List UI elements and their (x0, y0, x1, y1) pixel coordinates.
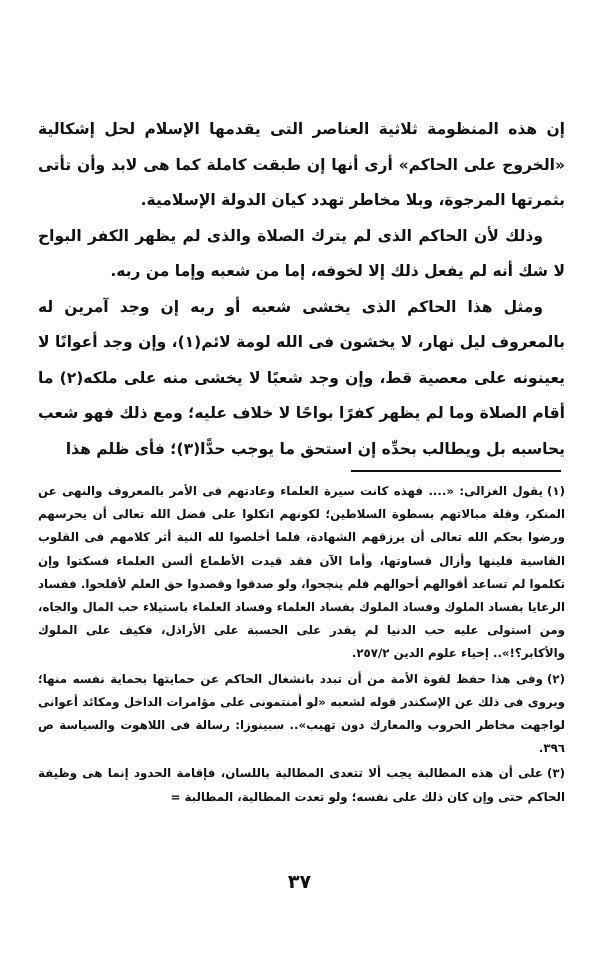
footnote-number: (١) (546, 484, 565, 498)
paragraph-3: ومثل هذا الحاكم الذى يخشى شعبه أو ربه إن وجد آمرين له بالمعروف ليل نهار، لا يخشون فى الله لومة لائم(١)، وإن وجد أعوانًا لا يعينونه على معصية قط، وإن وجد شعبًا لا يخشى منه على ملكه(٢) ما أقام الصلاة وما لم يظهر كفرًا بواحًا لا خلاف عليه؛ ومع ذلك فهو شعب يحاسبه بل ويطالب بحدِّه إن استحق ما يوجب حدًّا(٣)؛ فأى ظلم هذا (38, 297, 566, 458)
footnote-number: (٢) (546, 671, 565, 686)
page-number: ٣٧ (287, 871, 312, 893)
footnote-number: (٣) (546, 766, 565, 781)
footnote-2 (38, 668, 565, 761)
footnote-text: على أن هذه المطالبة يجب ألا تتعدى المطالبة باللسان، فإقامة الحدود إنما هى وظيفة الحاكم حتى وإن كان ذلك على نفسه؛ ولو تعدت المطالبة، المطالبة = (38, 766, 565, 804)
footnote-text: يقول الغزالى: «.... فهذه كانت سيرة العلماء وعادتهم فى الأمر بالمعروف والنهى عن المنكر، وقلة مبالاتهم بسطوة السلاطين؛ لكونهم اتكلوا على فضل الله تعالى أن يحرسهم ورضوا بحكم الله تعالى أن يرزقهم الشهادة، فلما أخلصوا لله النية أثر كلامهم فى القلوب القاسية فلينها وأزال قساوتها، وأما الآن فقد قيدت الأطماع ألسن العلماء فسكتوا وإن تكلموا لم تساعد أقوالهم أحوالهم فلم ينجحوا، ولو صدقوا وقصدوا حق العلم لأفلحوا. ففساد الرعايا بفساد الملوك وفساد الملوك بفساد العلماء وفساد العلماء باستيلاء حب المال والجاه، ومن استولى عليه حب الدنيا لم يقدر على الحسبة على الأراذل، فكيف على الملوك والأكابر؟!».. إحياء علوم الدين ٢٥٧/٢. (38, 484, 565, 661)
footnotes (38, 480, 565, 811)
paragraph-2: وذلك لأن الحاكم الذى لم يترك الصلاة والذى لم يظهر الكفر البواح لا شك أنه لم يفعل ذلك إلا لخوفه، إما من شعبه وإما من ربه. (38, 226, 565, 280)
main-text (38, 112, 565, 467)
paragraph-1: إن هذه المنظومة ثلاثية العناصر التى يقدمها الإسلام لحل إشكالية «الخروج على الحاكم» أرى أنها إن طبقت كاملة كما هى لابد وأن تأتى بثمرتها المرجوة، وبلا مخاطر تهدد كيان الدولة الإسلامية. (38, 120, 565, 209)
footnote-separator (351, 470, 561, 472)
footnote-3 (38, 762, 565, 808)
footnote-text: وفى هذا حفظ لقوة الأمة من أن تبدد بانشغال الحاكم عن حمايتها بحماية نفسه منها؛ ويروى فى ذلك عن الإسكندر قوله لشعبه «لو أمنتمونى على مؤامرات الداخل ومكائد أعوانى لواجهت مخاطر الحروب والمعارك دون تهيب».. سبينوزا: رسالة فى اللاهوت والسياسة ص ٣٩٦. (38, 671, 565, 756)
footnote-1 (38, 480, 565, 666)
